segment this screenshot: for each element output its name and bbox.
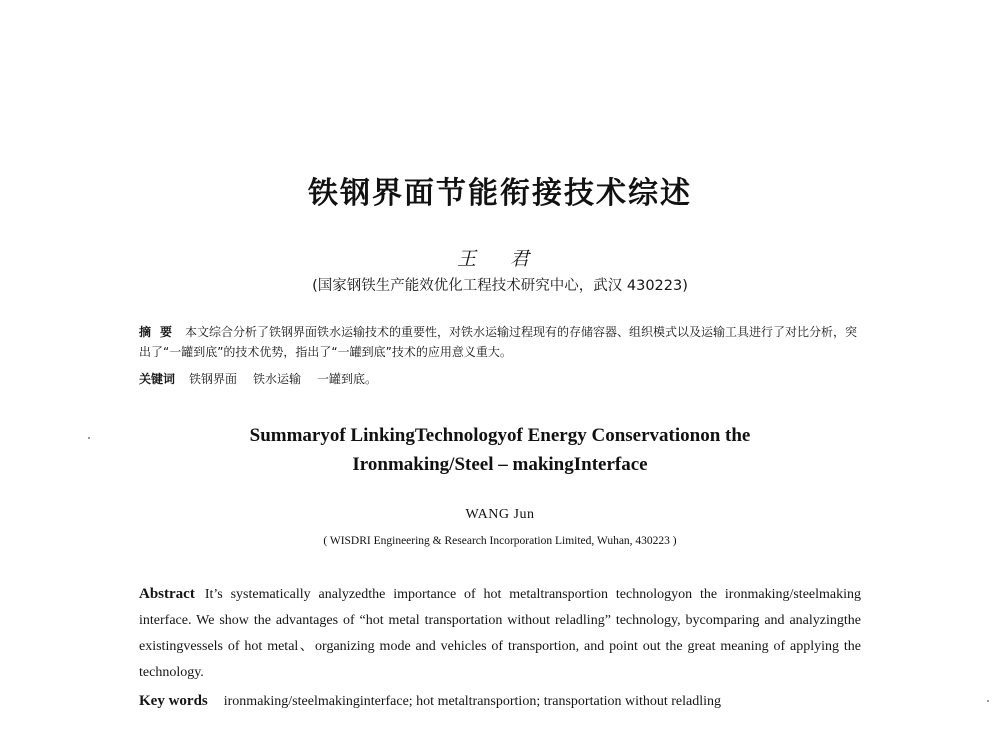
chinese-keyword: 铁水运输 [253,372,302,386]
english-title-line-1: Summaryof LinkingTechnologyof Energy Conservationon the [249,425,751,446]
scan-speck [88,437,90,439]
english-affiliation: ( WISDRI Engineering & Research Incorporation Limited, Wuhan, 430223 ) [323,535,677,547]
chinese-affiliation: (国家钢铁生产能效优化工程技术研究中心，武汉 430223) [312,278,688,294]
english-abstract [139,581,861,686]
english-abstract-label: Abstract [139,586,195,602]
english-abstract-text: It’s systematically analyzedthe importance of hot metaltransportion technologyon the ironmaking/steelmaking interface. We show the advantages of “hot metal transportation without reladling” technology, bycomparing and analyzingthe existingvessels of hot metal、organizing mode and vehicles of transportion, and point out the great meaning of applying the technology. [139,587,861,680]
english-author: WANG Jun [465,507,535,522]
chinese-abstract-label: 摘要 [139,325,182,339]
english-keywords-label: Key words [139,693,208,709]
english-keywords [139,688,861,715]
chinese-keywords-label: 关键词 [139,372,176,386]
chinese-keyword: 一罐到底。 [317,372,378,386]
scan-speck [987,700,989,702]
english-title-line-2: Ironmaking/Steel – makingInterface [352,454,648,475]
chinese-keywords [139,369,863,389]
chinese-title: 铁钢界面节能衔接技术综述 [308,176,692,211]
chinese-abstract-text: 本文综合分析了铁钢界面铁水运输技术的重要性，对铁水运输过程现有的存储容器、组织模式以及运输工具进行了对比分析，突出了“一罐到底”的技术优势，指出了“一罐到底”技术的应用意义重大。 [139,325,858,359]
chinese-author: 王 君 [456,248,544,270]
chinese-keyword: 铁钢界面 [189,372,238,386]
english-title [0,421,1000,479]
english-keywords-text: ironmaking/steelmakinginterface; hot metaltransportion; transportation without reladling [223,694,722,709]
chinese-abstract [139,322,863,362]
